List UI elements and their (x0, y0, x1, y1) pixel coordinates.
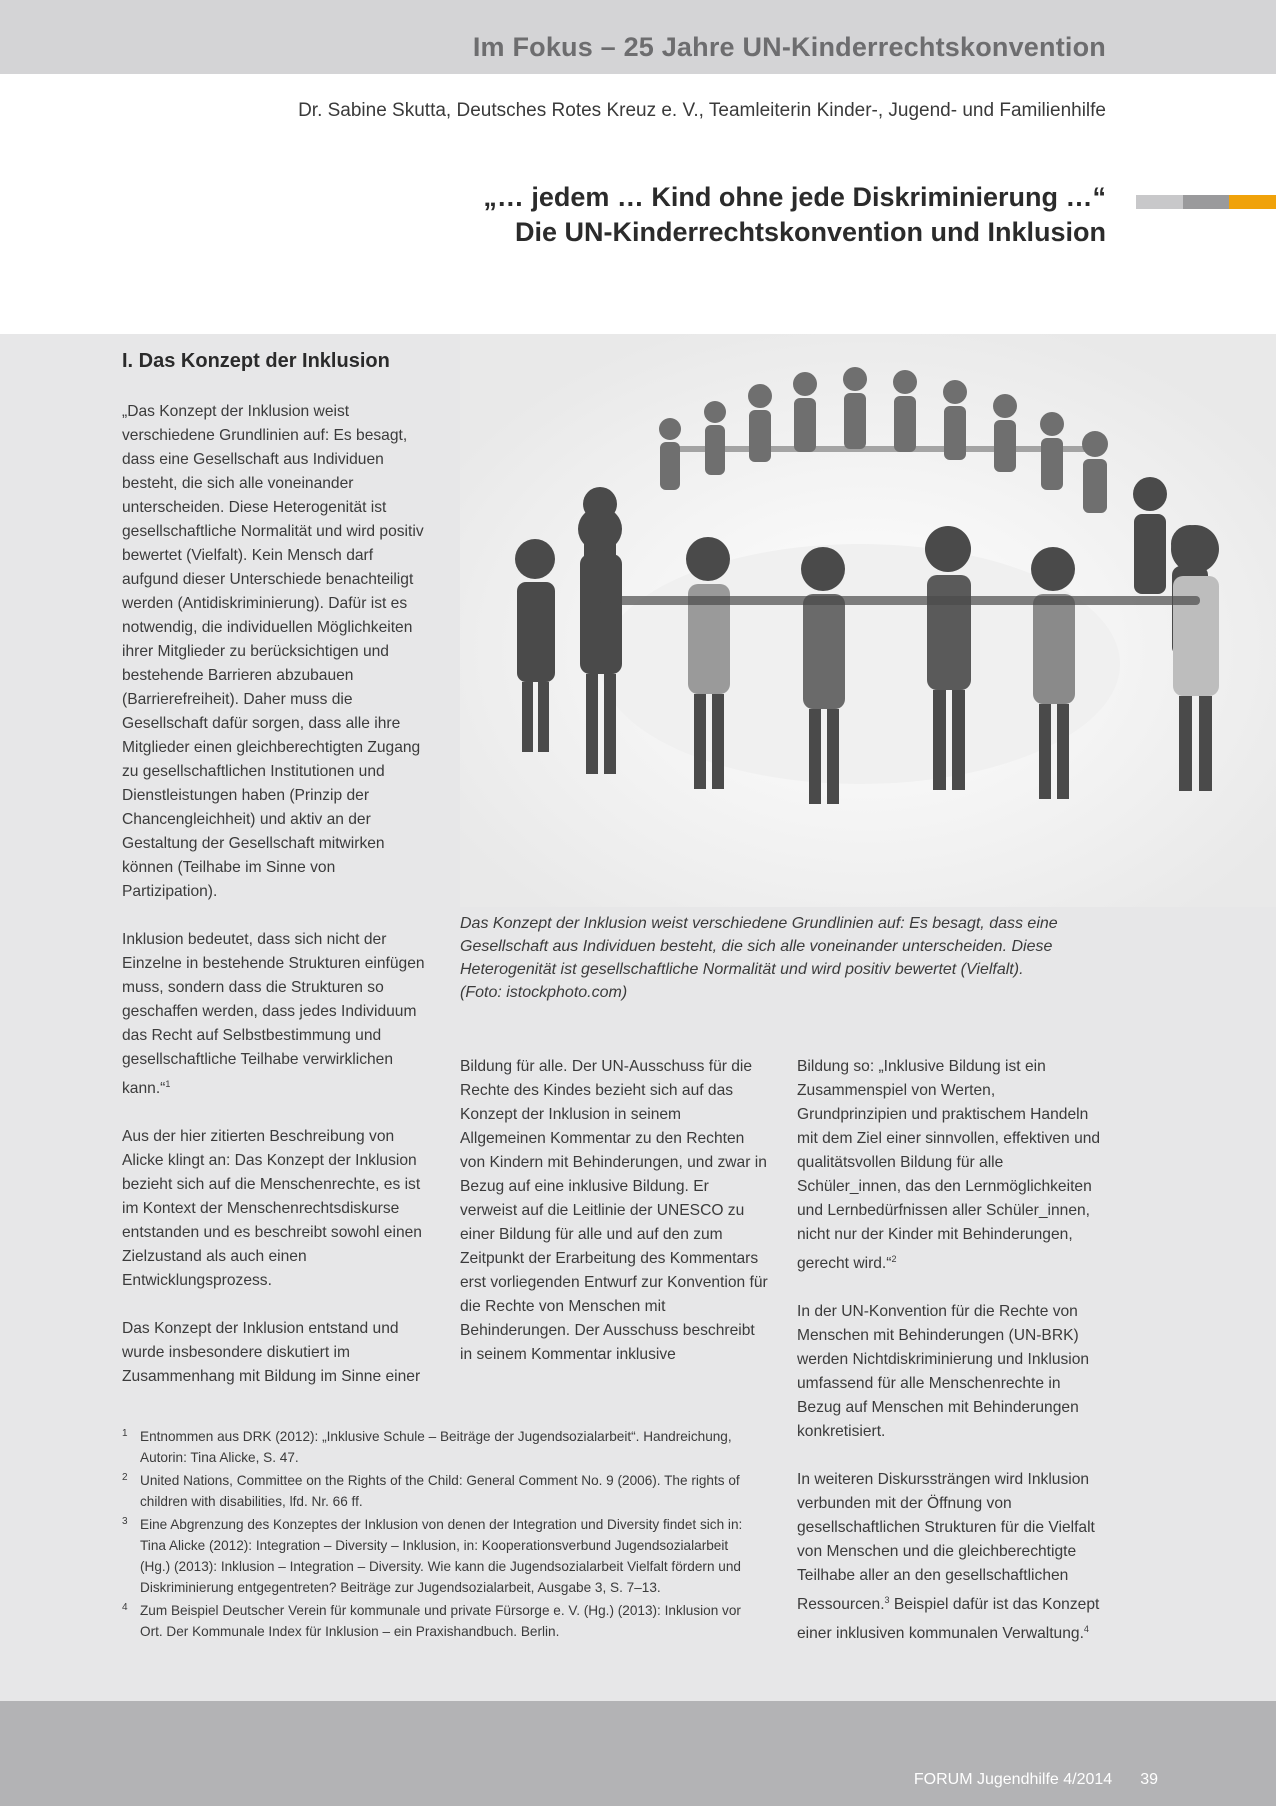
footnote: 2 United Nations, Committee on the Rights of the Child: General Comment No. 9 (2006). The rights of children with disabilities, lfd. Nr. 66 ff. (122, 1472, 740, 1509)
author-line: Dr. Sabine Skutta, Deutsches Rotes Kreuz e. V., Teamleiterin Kinder-, Jugend- und Familienhilfe (298, 100, 1106, 121)
right-column (797, 1055, 1107, 1671)
footnote-ref: 2 (891, 1254, 897, 1264)
paragraph: In weiteren Diskurssträngen wird Inklusion verbunden mit der Öffnung von gesellschaftlichen Strukturen für die Vielfalt von Menschen und die gleichberechtigte Teilhabe aller an den gesellschaftlichen Ressourcen.$^3$ Beispiel dafür ist das Konzept einer inklusiven kommunalen Verwaltung.$^4$ (797, 1471, 1100, 1643)
people-circle-illustration (460, 334, 1276, 907)
paragraph: Bildung für alle. Der UN-Ausschuss für die Rechte des Kindes bezieht sich auf das Konzept der Inklusion in seinem Allgemeinen Kommentar zu den Rechten von Kindern mit Behinderungen, und zwar in Bezug auf eine inklusive Bildung. Er verweist auf die Leitlinie der UNESCO zu einer Bildung für alle und auf den zum Zeitpunkt der Erarbeitung des Kommentars erst vorliegenden Entwurf zur Konvention für die Rechte von Menschen mit Behinderungen. Der Ausschuss beschreibt in seinem Kommentar inklusive (460, 1058, 768, 1363)
footer-band (0, 1701, 1276, 1806)
caption-text: Das Konzept der Inklusion weist verschiedene Grundlinien auf: Es besagt, dass eine Gesellschaft aus Individuen besteht, die sich alle voneinander unterscheiden. Diese Heterogenität ist gesellschaftliche Normalität und wird positiv bewertet (Vielfalt). (460, 915, 1058, 978)
person-figure (793, 372, 817, 452)
person-figure (704, 401, 726, 475)
footnote-ref: 4 (1083, 1624, 1089, 1635)
paragraph: In der UN-Konvention für die Rechte von Menschen mit Behinderungen (UN-BRK) werden Nichtdiskriminierung und Inklusion umfassend für alle Menschenrechte in Bezug auf Menschen mit Behinderungen konkretisiert. (797, 1303, 1090, 1441)
accent-bar-dark (1183, 195, 1229, 209)
person-figure (1082, 431, 1108, 513)
group-photo (460, 334, 1276, 907)
footnotes (122, 1426, 762, 1644)
paragraph: „Das Konzept der Inklusion weist verschiedene Grundlinien auf: Es besagt, dass eine Gesellschaft aus Individuen besteht, die sich alle voneinander unterscheiden. Diese Heterogenität ist gesellschaftliche Normalität und wird positiv bewertet (Vielfalt). Kein Mensch darf aufgund dieser Unterschiede benachteiligt werden (Antidiskriminierung). Dafür ist es notwendig, die individuellen Möglichkeiten ihrer Mitglieder zu berücksichtigen und bestehende Barrieren abzubauen (Barrierefreiheit). Daher muss die Gesellschaft dafür sorgen, dass alle ihre Mitglieder einen gleichberechtigten Zugang zu gesellschaftlichen Institutionen und Dienstleistungen haben (Prinzip der Chancengleichheit) und aktiv an der Gestaltung der Gesellschaft mitwirken können (Teilhabe im Sinne von Partizipation). (122, 403, 424, 900)
footnote-ref: 1 (165, 1079, 171, 1089)
photo-caption (460, 912, 1120, 1004)
person-figure (893, 370, 917, 452)
middle-column (460, 1055, 770, 1391)
paragraph: Bildung so: „Inklusive Bildung ist ein Zusammenspiel von Werten, Grundprinzipien und praktischem Handeln mit dem Ziel einer sinnvollen, effektiven und qualitätsvollen Bildung für alle Schüler_innen, das den Lernmöglichkeiten und Lernbedürfnissen aller Schüler_innen, nicht nur der Kinder mit Behinderungen, gerecht wird.“$^2$ (797, 1058, 1101, 1273)
photo-credit: (Foto: istockphoto.com) (460, 984, 628, 1001)
page-number: 39 (1140, 1771, 1158, 1788)
accent-bar-orange (1229, 195, 1276, 209)
section-heading: I. Das Konzept der Inklusion (122, 350, 390, 372)
paragraph: Das Konzept der Inklusion entstand und wurde insbesondere diskutiert im Zusammenhang mit Bildung im Sinne einer (122, 1320, 421, 1386)
paragraph: Aus der hier zitierten Beschreibung von Alicke klingt an: Das Konzept der Inklusion bezieht sich auf die Menschenrechte, es ist im Kontext der Menschenrechtsdiskurse entstanden und es beschreibt sowohl einen Zielzustand als auch einen Entwicklungsprozess. (122, 1128, 422, 1290)
footnote-ref: 3 (884, 1595, 890, 1606)
publication-name: FORUM Jugendhilfe 4/2014 (913, 1771, 1113, 1788)
section-rubric: Im Fokus – 25 Jahre UN-Kinderrechtskonvention (472, 32, 1106, 62)
person-figure (993, 394, 1017, 472)
accent-bar-light (1136, 195, 1183, 209)
footnote: 4 Zum Beispiel Deutscher Verein für kommunale und private Fürsorge e. V. (Hg.) (2013): Inklusion vor Ort. Der Kommunale Index für Inklusion – ein Praxishandbuch. Berlin. (122, 1602, 741, 1639)
title-line-2: Die UN-Kinderrechtskonvention und Inklusion (514, 217, 1106, 247)
person-figure (1133, 477, 1167, 594)
footnote: 1 Entnommen aus DRK (2012): „Inklusive Schule – Beiträge der Jugendsozialarbeit“. Handreichung, Autorin: Tina Alicke, S. 47. (122, 1428, 732, 1465)
paragraph: Inklusion bedeutet, dass sich nicht der Einzelne in bestehende Strukturen einfügen muss, sondern dass die Strukturen so geschaffen werden, dass jedes Individuum das Recht auf Selbstbestimmung und gesellschaftliche Teilhabe verwirklichen kann.“$^1$ (122, 931, 425, 1098)
person-figure (843, 367, 867, 449)
footer (914, 1771, 1158, 1789)
footnote: 3 Eine Abgrenzung des Konzeptes der Inklusion von denen der Integration und Diversity findet sich in: Tina Alicke (2012): Integration – Diversity – Inklusion, in: Kooperationsverbund Jugendsozialarbeit (Hg.) (2013): Inklusion – Integration – Diversity. Wie kann die Jugendsozialarbeit Vielfalt fördern und Diskriminierung entgegentreten? Beiträge zur Jugendsozialarbeit, Ausgabe 3, S. 7–13. (122, 1516, 743, 1595)
article-title (483, 180, 1106, 250)
person-figure (659, 418, 681, 490)
left-column (122, 400, 432, 1413)
title-line-1: „… jedem … Kind ohne jede Diskriminierung …“ (483, 182, 1106, 212)
